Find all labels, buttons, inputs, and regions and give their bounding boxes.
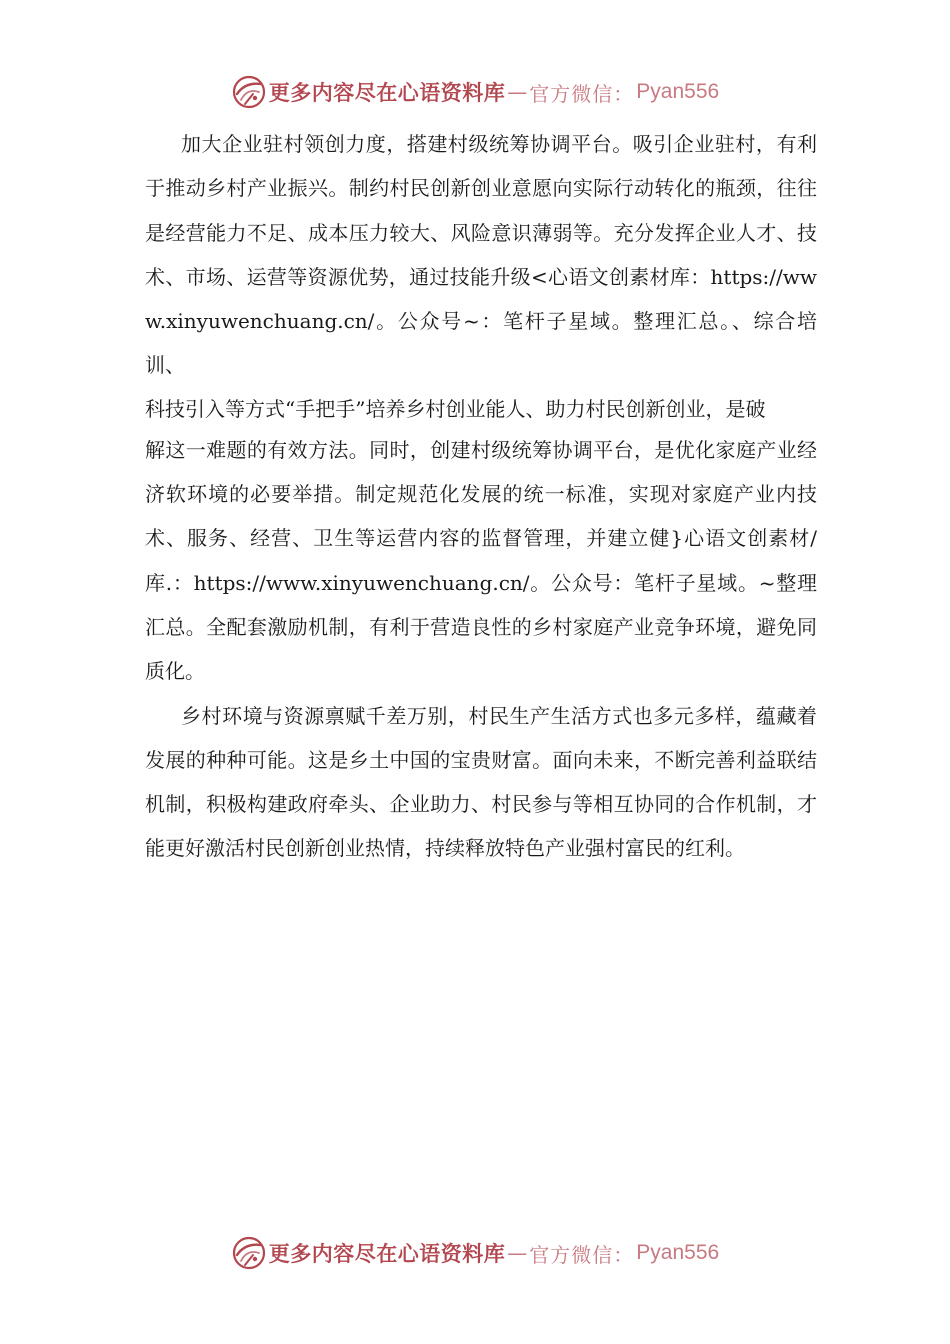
- footer-separator: —: [507, 1241, 528, 1265]
- header-wechat-id: Pyan556: [636, 80, 720, 103]
- header-wechat-label: 官方微信：: [529, 81, 635, 106]
- header-separator: —: [507, 80, 528, 104]
- footer-wechat-id: Pyan556: [636, 1241, 720, 1264]
- header-title: 更多内容尽在心语资料库: [268, 80, 506, 105]
- brand-logo-icon: [231, 1235, 267, 1271]
- paragraph-4: 乡村环境与资源禀赋千差万别，村民生产生活方式也多元多样，蕴藏着发展的种种可能。这是乡土中国的宝贵财富。面向未来，不断完善利益联结机制，积极构建政府牵头、企业助力、村民参与等相互协同的合作机制，才能更好激活村民创新创业热情，持续释放特色产业强村富民的红利。: [145, 703, 817, 861]
- footer-banner: [0, 1233, 950, 1273]
- document-body: [145, 122, 817, 871]
- footer-title: 更多内容尽在心语资料库: [268, 1241, 506, 1266]
- paragraph-3: 解这一难题的有效方法。同时，创建村级统筹协调平台，是优化家庭产业经济软环境的必要举措。制定规范化发展的统一标准，实现对家庭产业内技术、服务、经营、卫生等运营内容的监督管理，并建立健}心语文创素材/库.：https://www.xinyuwenchuang.cn/。公众号：笔杆子星域。~整理汇总。全配套激励机制，有利于营造良性的乡村家庭产业竞争环境，避免同质化。: [145, 437, 817, 684]
- paragraph-2: 科技引入等方式“手把手”培养乡村创业能人、助力村民创新创业，是破: [145, 396, 766, 421]
- footer-wechat-label: 官方微信：: [529, 1242, 635, 1267]
- brand-logo-icon: [231, 74, 267, 110]
- paragraph-1: 加大企业驻村领创力度，搭建村级统筹协调平台。吸引企业驻村，有利于推动乡村产业振兴。制约村民创新创业意愿向实际行动转化的瓶颈，往往是经营能力不足、成本压力较大、风险意识薄弱等。充分发挥企业人才、技术、市场、运营等资源优势，通过技能升级<心语文创素材库：https://www.xinyuwenchuang.cn/。公众号~：笔杆子星域。整理汇总。、综合培训、: [145, 132, 817, 378]
- header-banner: [0, 72, 950, 112]
